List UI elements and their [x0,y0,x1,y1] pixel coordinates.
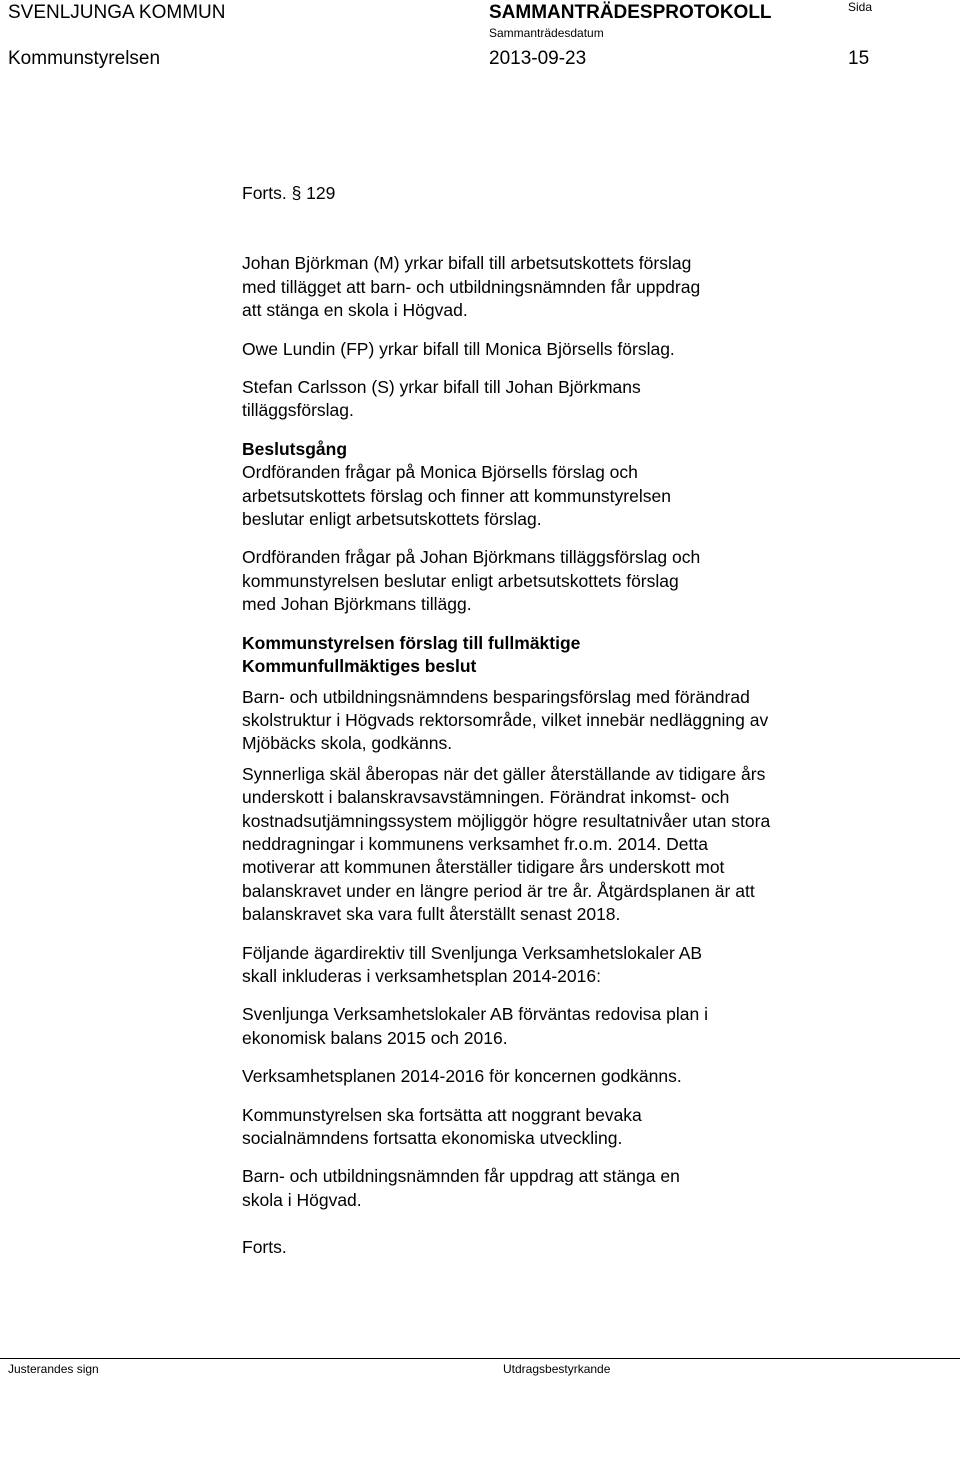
paragraph-business-plan: Verksamhetsplanen 2014-2016 för koncernen godkänns. [242,1066,682,1087]
municipality-name: SVENLJUNGA KOMMUN [8,2,226,23]
paragraph-school-closure: Barn- och utbildningsnämnden får uppdrag att stänga en skola i Högvad. [242,1166,680,1210]
council-decision-heading: Kommunfullmäktiges beslut [242,656,477,677]
meeting-date: 2013-09-23 [489,48,587,69]
date-label: Sammanträdesdatum [489,26,604,40]
protocol-body [242,182,882,1260]
paragraph-carlsson-motion: Stefan Carlsson (S) yrkar bifall till Johan Björkmans tilläggsförslag. [242,377,641,421]
continued-section-heading: Forts. § 129 [242,183,336,203]
footer-divider [0,1358,960,1359]
paragraph-bjorkman-vote: Ordföranden frågar på Johan Björkmans tilläggsförslag och kommunstyrelsen beslutar enligt arbetsutskottets förslag med Johan Björkmans tillägg. [242,547,701,615]
proposal-heading: Kommunstyrelsen förslag till fullmäktige [242,632,581,653]
justerandes-sign-label: Justerandes sign [8,1362,99,1376]
paragraph-balance-requirement: Synnerliga skäl åberopas när det gäller återställande av tidigare års underskott i balanskravsavstämningen. Förändrat inkomst- och kostnadsutjämningssystem möjliggör högre resultatnivåer utan stora neddragningar i kommunens verksamhet fr.o.m. 2014. Detta motiverar att kommunen återställer tidigare års underskott mot balanskravet under en längre period är tre år. Åtgärdsplanen är att balanskravet ska vara fullt återställt senast 2018. [242,763,771,925]
paragraph-balance-plan: Svenljunga Verksamhetslokaler AB förväntas redovisa plan i ekonomisk balans 2015 och 2016. [242,1004,708,1048]
paragraph-school-structure: Barn- och utbildningsnämndens besparingsförslag med förändrad skolstruktur i Högvads rektorsområde, vilket innebär nedläggning av Mjöbäcks skola, godkänns. [242,686,769,754]
body-name: Kommunstyrelsen [8,48,161,69]
continued-footer: Forts. [242,1237,287,1258]
page-label: Sida [848,0,873,14]
paragraph-bjorkman-motion: Johan Björkman (M) yrkar bifall till arbetsutskottets förslag med tillägget att barn- och utbildningsnämnden får uppdrag att stänga en skola i Högvad. [242,253,701,321]
decision-headings [242,632,882,679]
paragraph-social-monitoring: Kommunstyrelsen ska fortsätta att noggrant bevaka socialnämndens fortsatta ekonomiska utveckling. [242,1104,642,1148]
document-type: SAMMANTRÄDESPROTOKOLL [489,2,772,23]
beslutsgang-section: Beslutsgång Ordföranden frågar på Monica Björsells förslag och arbetsutskottets förslag och finner att kommunstyrelsen beslutar enligt arbetsutskottets förslag. [242,438,882,532]
paragraph-owner-directive: Följande ägardirektiv till Svenljunga Verksamhetslokaler AB skall inkluderas i verksamhetsplan 2014-2016: [242,942,703,986]
page-number: 15 [848,48,870,69]
utdragsbestyrkande-label: Utdragsbestyrkande [503,1362,611,1376]
beslutsgang-heading: Beslutsgång [242,438,348,459]
paragraph-lundin-motion: Owe Lundin (FP) yrkar bifall till Monica Björsells förslag. [242,338,675,359]
